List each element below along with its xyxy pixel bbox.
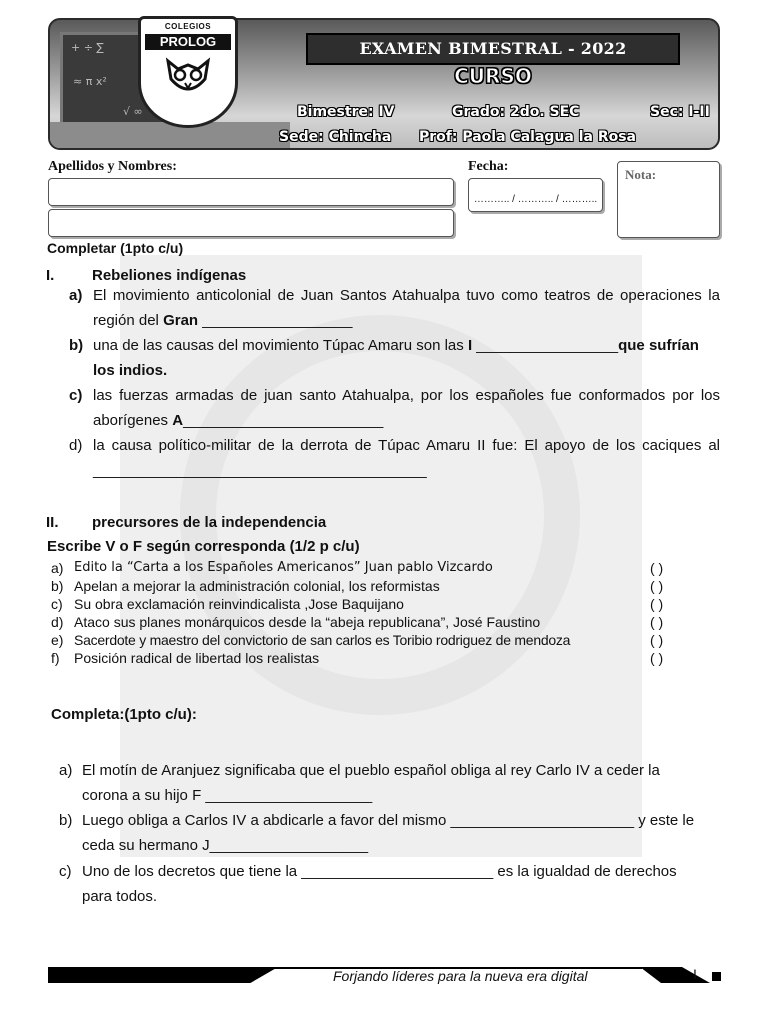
item-marker: a) bbox=[59, 762, 73, 779]
hint-letter: A bbox=[172, 412, 184, 429]
tf-marker: d) bbox=[51, 614, 64, 630]
owl-icon bbox=[163, 57, 213, 97]
tf-statement: Sacerdote y maestro del convictorio de san carlos es Toribio rodriguez de mendoza bbox=[74, 632, 571, 648]
section3-instructions: Completa:(1pto c/u): bbox=[51, 706, 197, 723]
item-marker: b) bbox=[59, 812, 73, 829]
name-field-2[interactable] bbox=[48, 209, 454, 237]
tf-marker: a) bbox=[51, 560, 64, 576]
school-logo bbox=[138, 16, 238, 128]
sede-label: Sede: Chincha bbox=[279, 129, 392, 145]
tf-answer-box[interactable]: ( ) bbox=[650, 650, 664, 666]
tf-answer-box[interactable]: ( ) bbox=[650, 578, 664, 594]
answer-blank[interactable]: ________________________ bbox=[183, 412, 384, 429]
question-text: para todos. bbox=[82, 888, 158, 905]
instructions-complete: Completar (1pto c/u) bbox=[47, 240, 184, 256]
question-text: El motín de Aranjuez significaba que el pueblo español obliga al rey Carlo IV a ceder la bbox=[82, 762, 660, 779]
question-text-part: que sufrían bbox=[618, 337, 699, 354]
page-corner-icon bbox=[712, 972, 721, 981]
section-label: Sec: I-II bbox=[650, 104, 710, 120]
section2-number: II. bbox=[46, 514, 59, 531]
answer-blank[interactable]: __________________ bbox=[198, 312, 353, 329]
question-text-part: una de las causas del movimiento Túpac Amaru son las bbox=[93, 337, 468, 354]
tf-statement: Ataco sus planes monárquicos desde la “abeja republicana”, José Faustino bbox=[74, 614, 541, 630]
item-marker: b) bbox=[69, 337, 84, 354]
exam-title: EXAMEN BIMESTRAL - 2022 bbox=[306, 33, 680, 65]
question-text bbox=[93, 312, 352, 329]
course-title: CURSO bbox=[454, 64, 532, 88]
footer-bar-right bbox=[640, 967, 710, 983]
professor-label: Prof: Paola Calagua la Rosa bbox=[419, 129, 636, 145]
question-text: El movimiento anticolonial de Juan Santos Atahualpa tuvo como teatros de operaciones la bbox=[93, 287, 720, 304]
grado-label: Grado: 2do. SEC bbox=[452, 104, 580, 120]
question-text-part: aborígenes bbox=[93, 412, 173, 429]
tf-statement: Apelan a mejorar la administración colonial, los reformistas bbox=[74, 578, 440, 594]
question-text bbox=[93, 337, 699, 354]
question-text: las fuerzas armadas de juan santo Atahualpa, por los españoles fue conformados por los bbox=[93, 387, 720, 404]
name-label: Apellidos y Nombres: bbox=[48, 159, 177, 174]
tf-marker: b) bbox=[51, 578, 64, 594]
grade-label: Nota: bbox=[625, 167, 657, 182]
tf-marker: c) bbox=[51, 596, 63, 612]
tf-statement: Su obra exclamación reinvindicalista ,Jose Baquijano bbox=[74, 596, 404, 612]
question-text: corona a su hijo F ____________________ bbox=[82, 787, 373, 804]
tf-answer-box[interactable]: ( ) bbox=[650, 614, 664, 630]
tf-answer-box[interactable]: ( ) bbox=[650, 632, 664, 648]
hint-letter: Gran bbox=[163, 312, 199, 329]
item-marker: a) bbox=[69, 287, 83, 304]
question-text-part: región del bbox=[93, 312, 164, 329]
logo-name: PROLOG bbox=[145, 34, 231, 50]
bimestre-label: Bimestre: IV bbox=[297, 104, 395, 120]
question-text: ceda su hermano J___________________ bbox=[82, 837, 369, 854]
answer-blank[interactable]: _________________ bbox=[472, 337, 619, 354]
page-number: I bbox=[693, 966, 697, 982]
tf-marker: e) bbox=[51, 632, 64, 648]
question-text: los indios. bbox=[93, 362, 168, 379]
section1-title: Rebeliones indígenas bbox=[92, 267, 247, 284]
tf-marker: f) bbox=[51, 650, 60, 666]
name-field-1[interactable] bbox=[48, 178, 454, 206]
desk-illustration bbox=[50, 122, 290, 148]
item-marker: c) bbox=[69, 387, 83, 404]
chalkboard-illustration: + ÷ ∑ ≈ π x² √ ∞ bbox=[60, 32, 180, 132]
tf-answer-box[interactable]: ( ) bbox=[650, 596, 664, 612]
question-text: Luego obliga a Carlos IV a abdicarle a favor del mismo ______________________ y este le bbox=[82, 812, 695, 829]
footer-slogan: Forjando líderes para la nueva era digital bbox=[333, 968, 588, 984]
footer-bar-left bbox=[48, 967, 278, 983]
section1-number: I. bbox=[46, 267, 55, 284]
tf-statement: Edito la “Carta a los Españoles Americanos” Juan pablo Vizcardo bbox=[74, 560, 493, 575]
section2-instructions: Escribe V o F según corresponda (1/2 p c/u) bbox=[47, 538, 360, 555]
item-marker: d) bbox=[69, 437, 83, 454]
date-field[interactable] bbox=[468, 178, 603, 212]
date-label: Fecha: bbox=[468, 159, 509, 174]
tf-statement: Posición radical de libertad los realistas bbox=[74, 650, 320, 666]
question-text bbox=[93, 412, 383, 429]
hint-letter: I bbox=[467, 337, 473, 354]
tf-answer-box[interactable]: ( ) bbox=[650, 560, 664, 576]
item-marker: c) bbox=[59, 863, 72, 880]
grade-box[interactable] bbox=[617, 161, 720, 238]
question-text: Uno de los decretos que tiene la _______________________ es la igualdad de derechos bbox=[82, 863, 677, 880]
logo-small-text: COLEGIOS bbox=[164, 22, 212, 31]
answer-blank[interactable]: ________________________________________ bbox=[93, 462, 427, 479]
date-placeholder: ……….. / ……….. / ……….. bbox=[473, 194, 598, 205]
section2-title: precursores de la independencia bbox=[92, 514, 327, 531]
question-text: la causa político-militar de la derrota de Túpac Amaru II fue: El apoyo de los caciques al bbox=[93, 437, 720, 454]
